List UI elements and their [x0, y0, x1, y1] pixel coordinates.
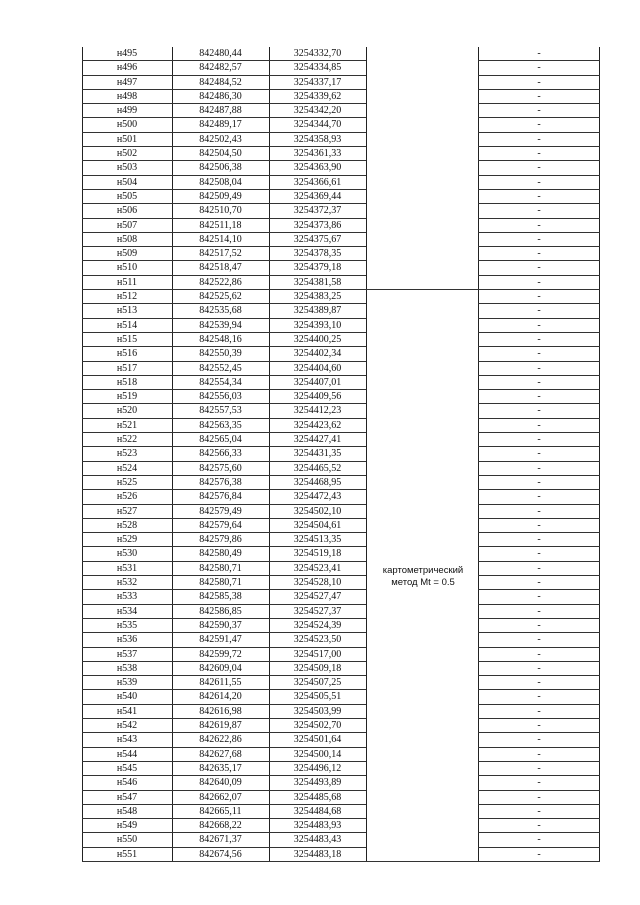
x-coordinate-cell: 842576,38 — [199, 476, 242, 488]
value-cell: - — [537, 705, 541, 717]
x-coordinate-cell: 842548,16 — [199, 333, 242, 345]
point-id-cell: н518 — [116, 376, 138, 388]
value-cell: - — [537, 376, 541, 388]
y-coordinate-cell: 3254523,41 — [293, 562, 342, 574]
y-coordinate-cell: 3254524,39 — [293, 619, 342, 631]
point-id-cell: н525 — [116, 476, 138, 488]
table-row — [82, 90, 600, 104]
x-coordinate-cell: 842489,17 — [199, 119, 242, 131]
x-coordinate-cell: 842599,72 — [199, 648, 242, 660]
table-row — [82, 304, 600, 318]
table-row — [82, 676, 600, 690]
table-row — [82, 147, 600, 161]
y-coordinate-cell: 3254501,64 — [293, 734, 342, 746]
value-cell: - — [537, 62, 541, 74]
table-row — [82, 347, 600, 361]
value-cell: - — [537, 605, 541, 617]
x-coordinate-cell: 842504,50 — [199, 148, 242, 160]
x-coordinate-cell: 842576,84 — [199, 491, 242, 503]
y-coordinate-cell: 3254431,35 — [293, 448, 342, 460]
point-id-cell: н543 — [116, 734, 138, 746]
y-coordinate-cell: 3254527,37 — [293, 605, 342, 617]
point-id-cell: н521 — [116, 419, 138, 431]
x-coordinate-cell: 842539,94 — [199, 319, 242, 331]
point-id-cell: н509 — [116, 248, 138, 260]
table-row — [82, 476, 600, 490]
y-coordinate-cell: 3254483,43 — [293, 834, 342, 846]
y-coordinate-cell: 3254379,18 — [293, 262, 342, 274]
x-coordinate-cell: 842487,88 — [199, 105, 242, 117]
value-cell: - — [537, 248, 541, 260]
table-row — [82, 819, 600, 833]
y-coordinate-cell: 3254383,25 — [293, 291, 342, 303]
point-id-cell: н550 — [116, 834, 138, 846]
table-row — [82, 261, 600, 275]
table-row — [82, 319, 600, 333]
point-id-cell: н522 — [116, 434, 138, 446]
y-coordinate-cell: 3254519,18 — [293, 548, 342, 560]
y-coordinate-cell: 3254484,68 — [293, 805, 342, 817]
point-id-cell: н533 — [116, 591, 138, 603]
value-cell: - — [537, 119, 541, 131]
table-row — [82, 605, 600, 619]
table-row — [82, 848, 600, 862]
value-cell: - — [537, 777, 541, 789]
x-coordinate-cell: 842508,04 — [199, 176, 242, 188]
value-cell: - — [537, 162, 541, 174]
y-coordinate-cell: 3254332,70 — [293, 48, 342, 59]
x-coordinate-cell: 842627,68 — [199, 748, 242, 760]
x-coordinate-cell: 842484,52 — [199, 76, 242, 88]
value-cell: - — [537, 176, 541, 188]
method-section-divider — [366, 289, 478, 290]
x-coordinate-cell: 842671,37 — [199, 834, 242, 846]
y-coordinate-cell: 3254465,52 — [293, 462, 342, 474]
value-cell: - — [537, 476, 541, 488]
y-coordinate-cell: 3254423,62 — [293, 419, 342, 431]
table-row — [82, 233, 600, 247]
value-cell: - — [537, 76, 541, 88]
x-coordinate-cell: 842590,37 — [199, 619, 242, 631]
table-row — [82, 576, 600, 590]
y-coordinate-cell: 3254389,87 — [293, 305, 342, 317]
point-id-cell: н537 — [116, 648, 138, 660]
y-coordinate-cell: 3254407,01 — [293, 376, 342, 388]
value-cell: - — [537, 491, 541, 503]
table-row — [82, 290, 600, 304]
table-row — [82, 748, 600, 762]
x-coordinate-cell: 842502,43 — [199, 133, 242, 145]
y-coordinate-cell: 3254366,61 — [293, 176, 342, 188]
point-id-cell: н505 — [116, 190, 138, 202]
table-row — [82, 76, 600, 90]
point-id-cell: н528 — [116, 519, 138, 531]
value-cell: - — [537, 791, 541, 803]
table-row — [82, 733, 600, 747]
y-coordinate-cell: 3254339,62 — [293, 90, 342, 102]
x-coordinate-cell: 842517,52 — [199, 248, 242, 260]
x-coordinate-cell: 842506,38 — [199, 162, 242, 174]
value-cell: - — [537, 762, 541, 774]
table-row — [82, 547, 600, 561]
y-coordinate-cell: 3254504,61 — [293, 519, 342, 531]
coordinates-table — [82, 47, 600, 862]
x-coordinate-cell: 842552,45 — [199, 362, 242, 374]
table-row — [82, 376, 600, 390]
y-coordinate-cell: 3254393,10 — [293, 319, 342, 331]
y-coordinate-cell: 3254502,70 — [293, 720, 342, 732]
point-id-cell: н520 — [116, 405, 138, 417]
point-id-cell: н508 — [116, 233, 138, 245]
value-cell: - — [537, 148, 541, 160]
value-cell: - — [537, 634, 541, 646]
x-coordinate-cell: 842580,71 — [199, 577, 242, 589]
value-cell: - — [537, 276, 541, 288]
value-cell: - — [537, 434, 541, 446]
value-cell: - — [537, 820, 541, 832]
value-cell: - — [537, 505, 541, 517]
value-cell: - — [537, 219, 541, 231]
y-coordinate-cell: 3254378,35 — [293, 248, 342, 260]
point-id-cell: н535 — [116, 619, 138, 631]
point-id-cell: н515 — [116, 333, 138, 345]
x-coordinate-cell: 842557,53 — [199, 405, 242, 417]
x-coordinate-cell: 842619,87 — [199, 720, 242, 732]
point-id-cell: н502 — [116, 148, 138, 160]
point-id-cell: н540 — [116, 691, 138, 703]
x-coordinate-cell: 842579,49 — [199, 505, 242, 517]
y-coordinate-cell: 3254509,18 — [293, 662, 342, 674]
table-row — [82, 662, 600, 676]
point-id-cell: н546 — [116, 777, 138, 789]
y-coordinate-cell: 3254337,17 — [293, 76, 342, 88]
point-id-cell: н551 — [116, 848, 138, 860]
point-id-cell: н514 — [116, 319, 138, 331]
x-coordinate-cell: 842514,10 — [199, 233, 242, 245]
point-id-cell: н498 — [116, 90, 138, 102]
y-coordinate-cell: 3254523,50 — [293, 634, 342, 646]
x-coordinate-cell: 842486,30 — [199, 90, 242, 102]
table-row — [82, 505, 600, 519]
x-coordinate-cell: 842510,70 — [199, 205, 242, 217]
table-row — [82, 433, 600, 447]
table-row — [82, 533, 600, 547]
value-cell: - — [537, 233, 541, 245]
point-id-cell: н499 — [116, 105, 138, 117]
point-id-cell: н523 — [116, 448, 138, 460]
x-coordinate-cell: 842554,34 — [199, 376, 242, 388]
y-coordinate-cell: 3254496,12 — [293, 762, 342, 774]
y-coordinate-cell: 3254517,00 — [293, 648, 342, 660]
y-coordinate-cell: 3254502,10 — [293, 505, 342, 517]
table-row — [82, 447, 600, 461]
table-row — [82, 161, 600, 175]
value-cell: - — [537, 519, 541, 531]
table-row — [82, 633, 600, 647]
y-coordinate-cell: 3254503,99 — [293, 705, 342, 717]
value-cell: - — [537, 348, 541, 360]
value-cell: - — [537, 305, 541, 317]
table-row — [82, 118, 600, 132]
y-coordinate-cell: 3254381,58 — [293, 276, 342, 288]
point-id-cell: н541 — [116, 705, 138, 717]
x-coordinate-cell: 842535,68 — [199, 305, 242, 317]
table-row — [82, 133, 600, 147]
point-id-cell: н504 — [116, 176, 138, 188]
value-cell: - — [537, 591, 541, 603]
y-coordinate-cell: 3254505,51 — [293, 691, 342, 703]
value-cell: - — [537, 419, 541, 431]
x-coordinate-cell: 842509,49 — [199, 190, 242, 202]
table-row — [82, 390, 600, 404]
y-coordinate-cell: 3254507,25 — [293, 677, 342, 689]
value-cell: - — [537, 90, 541, 102]
y-coordinate-cell: 3254369,44 — [293, 190, 342, 202]
point-id-cell: н549 — [116, 820, 138, 832]
point-id-cell: н536 — [116, 634, 138, 646]
x-coordinate-cell: 842591,47 — [199, 634, 242, 646]
method-line-1: картометрический — [382, 565, 464, 576]
value-cell: - — [537, 648, 541, 660]
value-cell: - — [537, 291, 541, 303]
x-coordinate-cell: 842480,44 — [199, 48, 242, 59]
x-coordinate-cell: 842525,62 — [199, 291, 242, 303]
x-coordinate-cell: 842616,98 — [199, 705, 242, 717]
point-id-cell: н542 — [116, 720, 138, 732]
point-id-cell: н538 — [116, 662, 138, 674]
point-id-cell: н501 — [116, 133, 138, 145]
x-coordinate-cell: 842662,07 — [199, 791, 242, 803]
table-row — [82, 204, 600, 218]
y-coordinate-cell: 3254483,93 — [293, 820, 342, 832]
y-coordinate-cell: 3254358,93 — [293, 133, 342, 145]
point-id-cell: н516 — [116, 348, 138, 360]
x-coordinate-cell: 842585,38 — [199, 591, 242, 603]
value-cell: - — [537, 662, 541, 674]
value-cell: - — [537, 734, 541, 746]
point-id-cell: н534 — [116, 605, 138, 617]
table-row — [82, 276, 600, 290]
value-cell: - — [537, 848, 541, 860]
x-coordinate-cell: 842635,17 — [199, 762, 242, 774]
y-coordinate-cell: 3254361,33 — [293, 148, 342, 160]
table-row — [82, 47, 600, 61]
table-row — [82, 519, 600, 533]
table-row — [82, 619, 600, 633]
value-cell: - — [537, 105, 541, 117]
value-cell: - — [537, 262, 541, 274]
value-cell: - — [537, 548, 541, 560]
x-coordinate-cell: 842665,11 — [199, 805, 242, 817]
x-coordinate-cell: 842565,04 — [199, 434, 242, 446]
point-id-cell: н512 — [116, 291, 138, 303]
value-cell: - — [537, 391, 541, 403]
x-coordinate-cell: 842622,86 — [199, 734, 242, 746]
table-row — [82, 719, 600, 733]
table-row — [82, 190, 600, 204]
x-coordinate-cell: 842575,60 — [199, 462, 242, 474]
y-coordinate-cell: 3254472,43 — [293, 491, 342, 503]
point-id-cell: н548 — [116, 805, 138, 817]
method-line-2: метод Mt = 0.5 — [391, 577, 455, 588]
table-row — [82, 690, 600, 704]
x-coordinate-cell: 842609,04 — [199, 662, 242, 674]
y-coordinate-cell: 3254375,67 — [293, 233, 342, 245]
x-coordinate-cell: 842611,55 — [199, 677, 242, 689]
point-id-cell: н545 — [116, 762, 138, 774]
table-row — [82, 791, 600, 805]
y-coordinate-cell: 3254363,90 — [293, 162, 342, 174]
table-row — [82, 362, 600, 376]
point-id-cell: н532 — [116, 577, 138, 589]
point-id-cell: н529 — [116, 534, 138, 546]
point-id-cell: н496 — [116, 62, 138, 74]
value-cell: - — [537, 362, 541, 374]
table-row — [82, 333, 600, 347]
y-coordinate-cell: 3254342,20 — [293, 105, 342, 117]
table-row — [82, 833, 600, 847]
point-id-cell: н510 — [116, 262, 138, 274]
point-id-cell: н530 — [116, 548, 138, 560]
value-cell: - — [537, 619, 541, 631]
point-id-cell: н503 — [116, 162, 138, 174]
value-cell: - — [537, 562, 541, 574]
point-id-cell: н526 — [116, 491, 138, 503]
point-id-cell: н527 — [116, 505, 138, 517]
table-row — [82, 648, 600, 662]
point-id-cell: н511 — [117, 276, 137, 288]
y-coordinate-cell: 3254493,89 — [293, 777, 342, 789]
x-coordinate-cell: 842518,47 — [199, 262, 242, 274]
y-coordinate-cell: 3254427,41 — [293, 434, 342, 446]
value-cell: - — [537, 190, 541, 202]
x-coordinate-cell: 842579,86 — [199, 534, 242, 546]
table-row — [82, 462, 600, 476]
point-id-cell: н519 — [116, 391, 138, 403]
value-cell: - — [537, 133, 541, 145]
point-id-cell: н517 — [116, 362, 138, 374]
y-coordinate-cell: 3254513,35 — [293, 534, 342, 546]
value-cell: - — [537, 534, 541, 546]
x-coordinate-cell: 842580,49 — [199, 548, 242, 560]
table-row — [82, 176, 600, 190]
value-cell: - — [537, 805, 541, 817]
x-coordinate-cell: 842614,20 — [199, 691, 242, 703]
y-coordinate-cell: 3254528,10 — [293, 577, 342, 589]
x-coordinate-cell: 842511,18 — [199, 219, 242, 231]
x-coordinate-cell: 842586,85 — [199, 605, 242, 617]
table-row — [82, 419, 600, 433]
x-coordinate-cell: 842550,39 — [199, 348, 242, 360]
point-id-cell: н547 — [116, 791, 138, 803]
value-cell: - — [537, 448, 541, 460]
value-cell: - — [537, 333, 541, 345]
value-cell: - — [537, 405, 541, 417]
point-id-cell: н506 — [116, 205, 138, 217]
value-cell: - — [537, 691, 541, 703]
y-coordinate-cell: 3254527,47 — [293, 591, 342, 603]
x-coordinate-cell: 842579,64 — [199, 519, 242, 531]
value-cell: - — [537, 748, 541, 760]
point-id-cell: н531 — [116, 562, 138, 574]
point-id-cell: н544 — [116, 748, 138, 760]
table-row — [82, 404, 600, 418]
x-coordinate-cell: 842668,22 — [199, 820, 242, 832]
y-coordinate-cell: 3254402,34 — [293, 348, 342, 360]
table-row — [82, 247, 600, 261]
y-coordinate-cell: 3254409,56 — [293, 391, 342, 403]
point-id-cell: н524 — [116, 462, 138, 474]
x-coordinate-cell: 842580,71 — [199, 562, 242, 574]
point-id-cell: н539 — [116, 677, 138, 689]
y-coordinate-cell: 3254485,68 — [293, 791, 342, 803]
y-coordinate-cell: 3254483,18 — [293, 848, 342, 860]
value-cell: - — [537, 720, 541, 732]
x-coordinate-cell: 842482,57 — [199, 62, 242, 74]
table-row — [82, 590, 600, 604]
table-border-bottom — [82, 861, 600, 862]
x-coordinate-cell: 842522,86 — [199, 276, 242, 288]
x-coordinate-cell: 842674,56 — [199, 848, 242, 860]
point-id-cell: н495 — [116, 48, 138, 59]
table-row — [82, 762, 600, 776]
y-coordinate-cell: 3254468,95 — [293, 476, 342, 488]
point-id-cell: н507 — [116, 219, 138, 231]
y-coordinate-cell: 3254412,23 — [293, 405, 342, 417]
y-coordinate-cell: 3254372,37 — [293, 205, 342, 217]
x-coordinate-cell: 842566,33 — [199, 448, 242, 460]
x-coordinate-cell: 842640,09 — [199, 777, 242, 789]
value-cell: - — [537, 577, 541, 589]
method-note — [368, 565, 478, 589]
y-coordinate-cell: 3254400,25 — [293, 333, 342, 345]
point-id-cell: н497 — [116, 76, 138, 88]
table-row — [82, 490, 600, 504]
table-row — [82, 104, 600, 118]
value-cell: - — [537, 677, 541, 689]
value-cell: - — [537, 205, 541, 217]
point-id-cell: н513 — [116, 305, 138, 317]
value-cell: - — [537, 48, 541, 59]
value-cell: - — [537, 462, 541, 474]
table-row — [82, 219, 600, 233]
table-row — [82, 776, 600, 790]
table-row — [82, 562, 600, 576]
y-coordinate-cell: 3254500,14 — [293, 748, 342, 760]
table-row — [82, 805, 600, 819]
value-cell: - — [537, 319, 541, 331]
y-coordinate-cell: 3254404,60 — [293, 362, 342, 374]
table-row — [82, 705, 600, 719]
value-cell: - — [537, 834, 541, 846]
y-coordinate-cell: 3254334,85 — [293, 62, 342, 74]
x-coordinate-cell: 842563,35 — [199, 419, 242, 431]
table-row — [82, 61, 600, 75]
y-coordinate-cell: 3254344,70 — [293, 119, 342, 131]
y-coordinate-cell: 3254373,86 — [293, 219, 342, 231]
point-id-cell: н500 — [116, 119, 138, 131]
x-coordinate-cell: 842556,03 — [199, 391, 242, 403]
